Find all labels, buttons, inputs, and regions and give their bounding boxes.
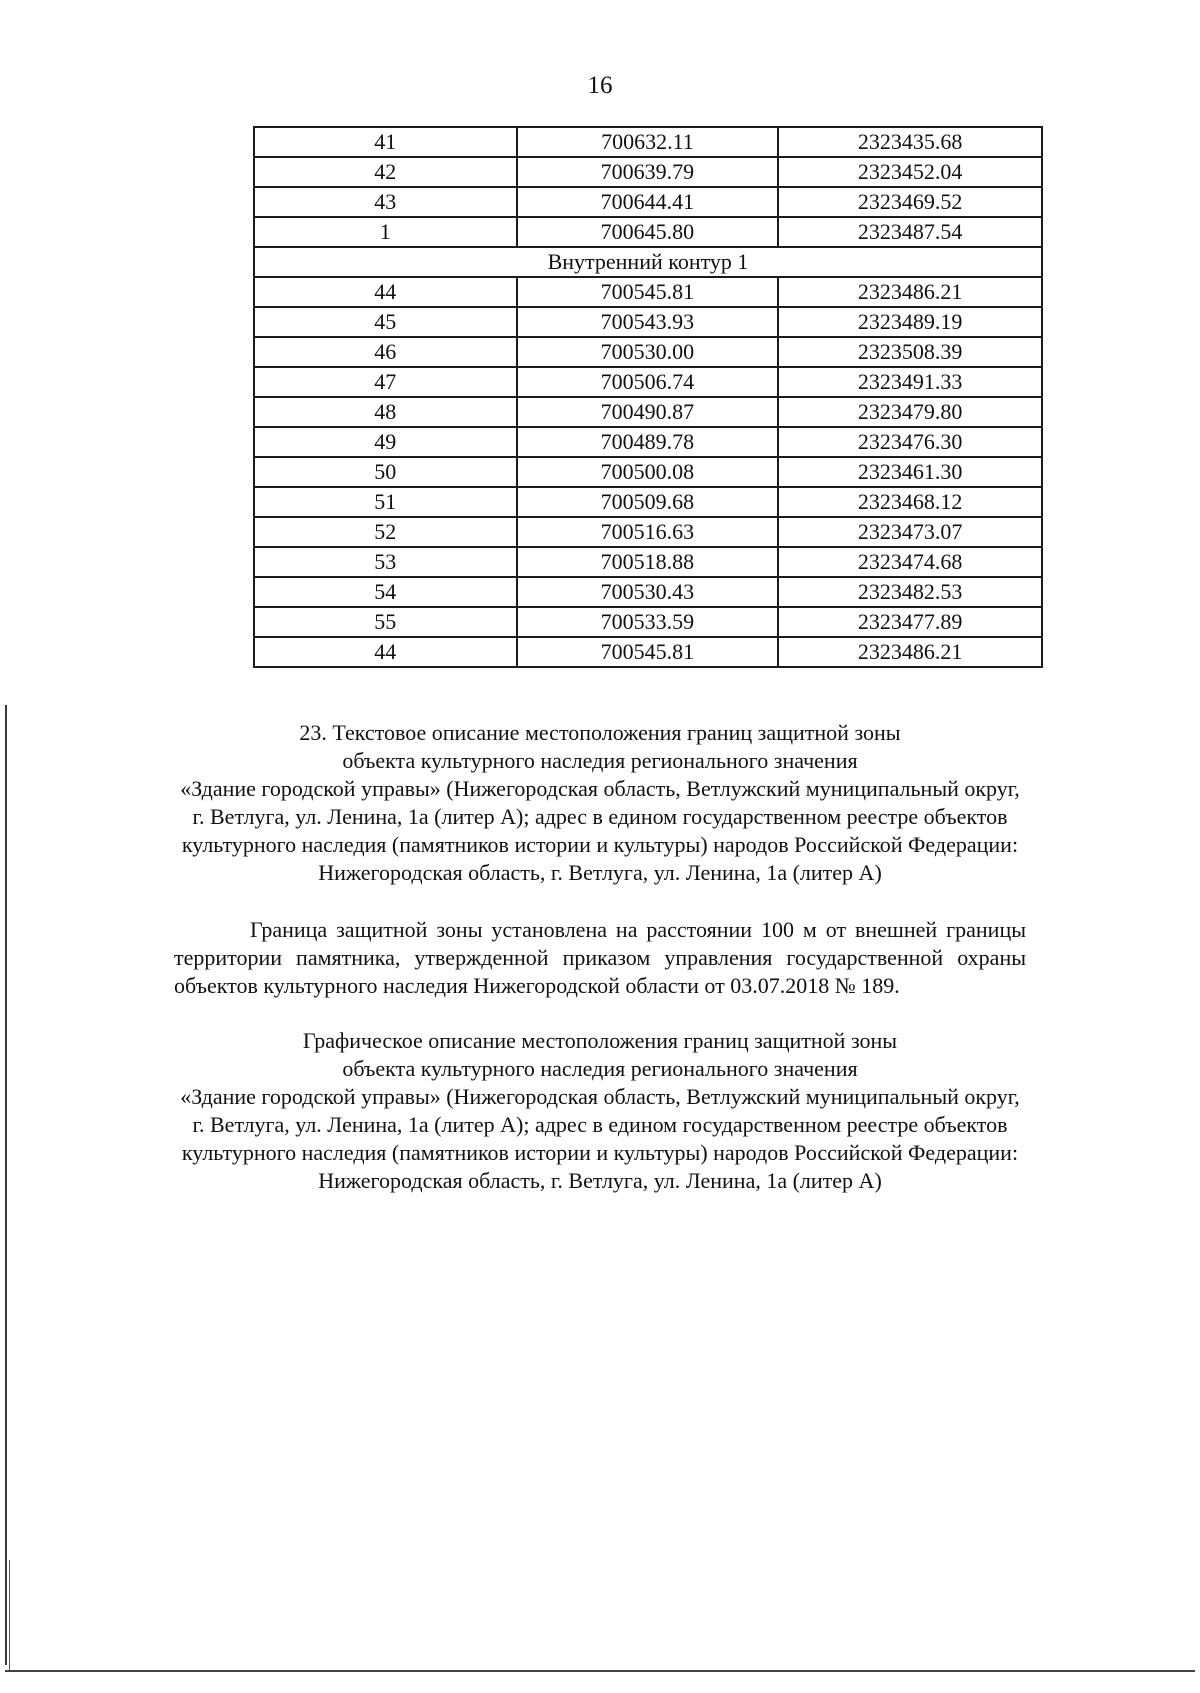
y-coordinate-cell: 2323479.80	[778, 397, 1042, 427]
point-number-cell: 55	[254, 607, 517, 637]
point-number-cell: 47	[254, 367, 517, 397]
heading-line: культурного наследия (памятников истории и культуры) народов Российской Федерации:	[181, 1140, 1019, 1165]
table-row	[254, 217, 1042, 247]
table-row	[254, 307, 1042, 337]
y-coordinate-cell: 2323452.04	[778, 157, 1042, 187]
table-row	[254, 637, 1042, 667]
scan-edge-bottom	[5, 1670, 1195, 1672]
y-coordinate-cell: 2323461.30	[778, 457, 1042, 487]
y-coordinate-cell: 2323477.89	[778, 607, 1042, 637]
x-coordinate-cell: 700490.87	[517, 397, 779, 427]
y-coordinate-cell: 2323491.33	[778, 367, 1042, 397]
point-number-cell: 46	[254, 337, 517, 367]
x-coordinate-cell: 700509.68	[517, 487, 779, 517]
point-number-cell: 52	[254, 517, 517, 547]
point-number-cell: 51	[254, 487, 517, 517]
table-row	[254, 457, 1042, 487]
point-number-cell: 1	[254, 217, 517, 247]
scan-edge-left-secondary	[9, 1560, 10, 1670]
x-coordinate-cell: 700530.43	[517, 577, 779, 607]
x-coordinate-cell: 700530.00	[517, 337, 779, 367]
y-coordinate-cell: 2323469.52	[778, 187, 1042, 217]
inner-contour-label: Внутренний контур 1	[254, 247, 1042, 277]
table-row	[254, 397, 1042, 427]
table-row	[254, 277, 1042, 307]
heading-line: Графическое описание местоположения границ защитной зоны	[302, 1028, 898, 1053]
x-coordinate-cell: 700632.11	[517, 127, 779, 157]
page-number: 16	[587, 72, 613, 99]
table-row	[254, 487, 1042, 517]
heading-line: г. Ветлуга, ул. Ленина, 1а (литер А); адрес в едином государственном реестре объектов	[192, 804, 1008, 829]
heading-line: объекта культурного наследия регионального значения	[342, 1056, 858, 1081]
y-coordinate-cell: 2323473.07	[778, 517, 1042, 547]
y-coordinate-cell: 2323489.19	[778, 307, 1042, 337]
x-coordinate-cell: 700644.41	[517, 187, 779, 217]
heading-line: г. Ветлуга, ул. Ленина, 1а (литер А); адрес в едином государственном реестре объектов	[192, 1112, 1008, 1137]
point-number-cell: 50	[254, 457, 517, 487]
heading-line: объекта культурного наследия регионального значения	[342, 748, 858, 773]
x-coordinate-cell: 700545.81	[517, 277, 779, 307]
x-coordinate-cell: 700543.93	[517, 307, 779, 337]
section-23-heading	[150, 719, 1050, 887]
coordinates-table-body	[254, 127, 1042, 667]
point-number-cell: 44	[254, 277, 517, 307]
table-row	[254, 187, 1042, 217]
table-row	[254, 127, 1042, 157]
table-row	[254, 427, 1042, 457]
heading-line: Нижегородская область, г. Ветлуга, ул. Ленина, 1а (литер А)	[318, 1168, 882, 1193]
y-coordinate-cell: 2323476.30	[778, 427, 1042, 457]
y-coordinate-cell: 2323468.12	[778, 487, 1042, 517]
table-row	[254, 367, 1042, 397]
x-coordinate-cell: 700506.74	[517, 367, 779, 397]
heading-line: 23. Текстовое описание местоположения границ защитной зоны	[299, 720, 901, 745]
point-number-cell: 42	[254, 157, 517, 187]
y-coordinate-cell: 2323474.68	[778, 547, 1042, 577]
x-coordinate-cell: 700500.08	[517, 457, 779, 487]
y-coordinate-cell: 2323486.21	[778, 637, 1042, 667]
point-number-cell: 43	[254, 187, 517, 217]
x-coordinate-cell: 700518.88	[517, 547, 779, 577]
point-number-cell: 45	[254, 307, 517, 337]
point-number-cell: 54	[254, 577, 517, 607]
table-row	[254, 157, 1042, 187]
x-coordinate-cell: 700533.59	[517, 607, 779, 637]
scan-edge-left	[5, 705, 7, 1665]
point-number-cell: 41	[254, 127, 517, 157]
x-coordinate-cell: 700516.63	[517, 517, 779, 547]
x-coordinate-cell: 700639.79	[517, 157, 779, 187]
x-coordinate-cell: 700489.78	[517, 427, 779, 457]
point-number-cell: 44	[254, 637, 517, 667]
table-row	[254, 517, 1042, 547]
table-section-row	[254, 247, 1042, 277]
heading-line: культурного наследия (памятников истории и культуры) народов Российской Федерации:	[181, 832, 1019, 857]
point-number-cell: 48	[254, 397, 517, 427]
x-coordinate-cell: 700545.81	[517, 637, 779, 667]
point-number-cell: 53	[254, 547, 517, 577]
y-coordinate-cell: 2323482.53	[778, 577, 1042, 607]
table-row	[254, 577, 1042, 607]
heading-line: Нижегородская область, г. Ветлуга, ул. Ленина, 1а (литер А)	[318, 860, 882, 885]
heading-line: «Здание городской управы» (Нижегородская область, Ветлужский муниципальный округ,	[180, 776, 1020, 801]
protection-zone-paragraph: Граница защитной зоны установлена на расстоянии 100 м от внешней границы территории памятника, утвержденной приказом управления государственной охраны объектов культурного наследия Нижегородской области от 03.07.2018 № 189.	[174, 917, 1026, 998]
table-row	[254, 337, 1042, 367]
y-coordinate-cell: 2323435.68	[778, 127, 1042, 157]
heading-line: «Здание городской управы» (Нижегородская область, Ветлужский муниципальный округ,	[180, 1084, 1020, 1109]
table-row	[254, 607, 1042, 637]
point-number-cell: 49	[254, 427, 517, 457]
x-coordinate-cell: 700645.80	[517, 217, 779, 247]
y-coordinate-cell: 2323486.21	[778, 277, 1042, 307]
y-coordinate-cell: 2323487.54	[778, 217, 1042, 247]
coordinates-table	[253, 126, 1043, 668]
graphic-description-heading	[150, 1027, 1050, 1195]
y-coordinate-cell: 2323508.39	[778, 337, 1042, 367]
table-row	[254, 547, 1042, 577]
